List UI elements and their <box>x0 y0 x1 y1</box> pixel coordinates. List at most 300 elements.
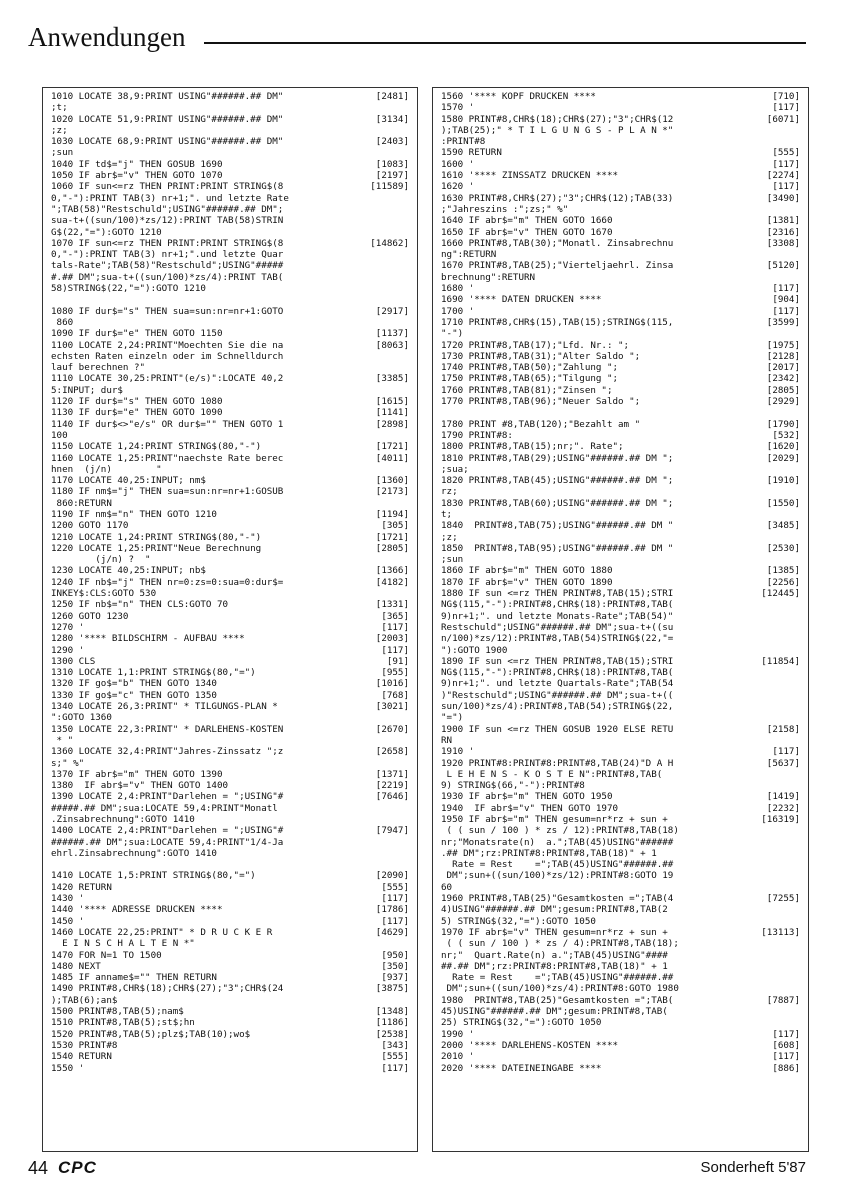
code-text: #####.## DM";sua:LOCATE 59,4:PRINT"Monatl <box>51 802 278 814</box>
listing-line <box>51 407 409 418</box>
checksum: [2219] <box>375 780 409 792</box>
listing-line <box>51 961 409 972</box>
listing-line <box>51 938 409 949</box>
listing-line <box>441 622 800 633</box>
checksum: [2197] <box>375 170 409 182</box>
code-text: 1240 IF nb$="j" THEN nr=0:zs=0:sua=0:dur$= <box>51 576 284 588</box>
listing-line <box>441 724 800 735</box>
checksum: [1790] <box>766 418 800 430</box>
code-text: 1640 IF abr$="m" THEN GOTO 1660 <box>441 215 613 227</box>
listing-line <box>51 611 409 622</box>
listing-line <box>441 170 800 181</box>
checksum: [532] <box>772 429 800 441</box>
code-text: )"Restschuld";USING"######.## DM";sua-t+(( <box>441 689 674 701</box>
checksum: [2128] <box>766 350 800 362</box>
code-text: 2000 '**** DARLEHENS-KOSTEN **** <box>441 1039 619 1051</box>
code-text: rz; <box>441 486 458 498</box>
listing-line <box>51 848 409 859</box>
checksum: [955] <box>381 667 409 679</box>
checksum: [2090] <box>375 870 409 882</box>
listing-line <box>441 204 800 215</box>
checksum: [2805] <box>766 384 800 396</box>
code-text: 1310 LOCATE 1,1:PRINT STRING$(80,"=") <box>51 667 256 679</box>
code-text: 1920 PRINT#8:PRINT#8:PRINT#8,TAB(24)"D A H <box>441 757 674 769</box>
listing-line <box>441 611 800 622</box>
listing-line <box>441 147 800 158</box>
checksum: [2929] <box>766 396 800 408</box>
checksum: [91] <box>386 655 409 667</box>
listing-line <box>441 1006 800 1017</box>
listing-line <box>441 520 800 531</box>
listing-line <box>51 1006 409 1017</box>
checksum: [2658] <box>375 746 409 758</box>
listing-line <box>441 136 800 147</box>
code-text: 1990 ' <box>441 1028 475 1040</box>
code-text: ;t; <box>51 102 68 114</box>
code-text: NG$(115,"-"):PRINT#8,CHR$(18):PRINT#8,TAB( <box>441 599 674 611</box>
code-text: 1440 '**** ADRESSE DRUCKEN **** <box>51 904 223 916</box>
listing-line <box>51 509 409 520</box>
checksum: [1721] <box>375 531 409 543</box>
code-text: 1260 GOTO 1230 <box>51 610 129 622</box>
code-text: 2020 '**** DATEINEINGABE **** <box>441 1062 602 1074</box>
checksum: [350] <box>381 960 409 972</box>
listing-line <box>441 272 800 283</box>
listing-line <box>441 407 800 418</box>
checksum: [2670] <box>375 723 409 735</box>
code-text: 860:RETURN <box>51 497 112 509</box>
code-text: 1170 LOCATE 40,25:INPUT; nm$ <box>51 475 206 487</box>
checksum: [117] <box>381 893 409 905</box>
listing-line <box>51 102 409 113</box>
listing-line <box>51 136 409 147</box>
code-text: );TAB(25);" * T I L G U N G S - P L A N *" <box>441 124 674 136</box>
checksum: [8063] <box>375 339 409 351</box>
listing-line <box>441 882 800 893</box>
listing-line <box>51 746 409 757</box>
code-text: 1420 RETURN <box>51 881 112 893</box>
listing-line <box>51 972 409 983</box>
checksum: [3134] <box>375 113 409 125</box>
listing-line <box>51 724 409 735</box>
code-text: 1900 IF sun <=rz THEN GOSUB 1920 ELSE RETU <box>441 723 674 735</box>
listing-line <box>51 927 409 938</box>
listing-line <box>441 486 800 497</box>
code-text: 1270 ' <box>51 621 85 633</box>
code-text: 1300 CLS <box>51 655 96 667</box>
listing-line <box>441 712 800 723</box>
listing-line <box>441 102 800 113</box>
checksum: [117] <box>772 1051 800 1063</box>
checksum: [1615] <box>375 396 409 408</box>
listing-line <box>51 91 409 102</box>
listing-line <box>51 904 409 915</box>
listing-line <box>51 622 409 633</box>
listing-line <box>441 114 800 125</box>
listing-line <box>441 995 800 1006</box>
code-text: 1750 PRINT#8,TAB(65);"Tilgung "; <box>441 373 619 385</box>
checksum: [2530] <box>766 542 800 554</box>
listing-column-right <box>432 87 809 1152</box>
listing-line <box>441 328 800 339</box>
code-text: ##.## DM";rz:PRINT#8:PRINT#8,TAB(18)" + 1 <box>441 960 668 972</box>
code-text: 1630 PRINT#8,CHR$(27);"3";CHR$(12);TAB(33) <box>441 192 674 204</box>
code-text: 1080 IF dur$="s" THEN sua=sun:nr=nr+1:GOTO <box>51 305 284 317</box>
checksum: [3490] <box>766 192 800 204</box>
listing-line <box>441 430 800 441</box>
listing-line <box>51 1017 409 1028</box>
checksum: [1910] <box>766 475 800 487</box>
listing-line <box>51 950 409 961</box>
checksum: [1550] <box>766 497 800 509</box>
listing-line <box>51 995 409 1006</box>
code-text: DM";sun+((sun/100)*zs/12):PRINT#8:GOTO 19 <box>441 870 674 882</box>
code-text: 2010 ' <box>441 1051 475 1063</box>
code-text: 1560 '**** KOPF DRUCKEN **** <box>441 91 596 102</box>
listing-line <box>51 385 409 396</box>
checksum: [1975] <box>766 339 800 351</box>
code-text: 860 <box>51 316 74 328</box>
checksum: [2017] <box>766 362 800 374</box>
code-text: 1040 IF td$="j" THEN GOSUB 1690 <box>51 158 223 170</box>
listing-line <box>441 125 800 136</box>
code-text: 1530 PRINT#8 <box>51 1039 118 1051</box>
code-text: 1830 PRINT#8,TAB(60);USING"######.## DM "; <box>441 497 674 509</box>
code-text: 1510 PRINT#8,TAB(5);st$;hn <box>51 1017 195 1029</box>
code-text: hnen (j/n) " <box>51 463 162 475</box>
checksum: [4629] <box>375 926 409 938</box>
code-text: 9) STRING$(66,"-"):PRINT#8 <box>441 780 585 792</box>
code-text: 1500 PRINT#8,TAB(5);nam$ <box>51 1006 184 1018</box>
code-text: 1160 LOCATE 1,25:PRINT"naechste Rate berec <box>51 452 284 464</box>
checksum: [305] <box>381 520 409 532</box>
listing-line <box>51 758 409 769</box>
code-text: 1760 PRINT#8,TAB(81);"Zinsen "; <box>441 384 613 396</box>
code-text: 1010 LOCATE 38,9:PRINT USING"######.## DM" <box>51 91 284 102</box>
listing-line <box>441 690 800 701</box>
code-text: ng":RETURN <box>441 249 497 261</box>
listing-line <box>51 803 409 814</box>
code-text: 1070 IF sun<=rz THEN PRINT:PRINT STRING$(8 <box>51 237 284 249</box>
listing-line <box>51 633 409 644</box>
code-text: 1600 ' <box>441 158 475 170</box>
listing-line <box>51 215 409 226</box>
checksum: [1348] <box>375 1006 409 1018</box>
checksum: [710] <box>772 91 800 102</box>
code-text: 1590 RETURN <box>441 147 502 159</box>
listing-line <box>51 859 409 870</box>
code-text: 1360 LOCATE 32,4:PRINT"Jahres-Zinssatz ";z <box>51 746 284 758</box>
code-text: "):GOTO 1900 <box>441 644 508 656</box>
listing-line <box>441 306 800 317</box>
code-text: 1140 IF dur$<>"e/s" OR dur$="" THEN GOTO 1 <box>51 418 284 430</box>
code-text: 5) STRING$(32,"="):GOTO 1050 <box>441 915 596 927</box>
listing-line <box>51 170 409 181</box>
listing-line <box>441 475 800 486</box>
code-text: 1410 LOCATE 1,5:PRINT STRING$(80,"=") <box>51 870 256 882</box>
code-text: 1610 '**** ZINSSATZ DRUCKEN **** <box>441 170 619 182</box>
checksum: [2403] <box>375 136 409 148</box>
code-text: tals-Rate";TAB(58)"Restschuld";USING"##### <box>51 260 284 272</box>
listing-line <box>441 351 800 362</box>
listing-line <box>441 543 800 554</box>
listing-line <box>51 791 409 802</box>
listing-line <box>51 125 409 136</box>
code-text: ;sun <box>51 147 74 159</box>
listing-line <box>51 645 409 656</box>
code-text: 1370 IF abr$="m" THEN GOTO 1390 <box>51 768 223 780</box>
listing-line <box>441 283 800 294</box>
code-text: 1490 PRINT#8,CHR$(18);CHR$(27);"3";CHR$(24 <box>51 983 284 995</box>
code-text: lauf berechnen ?" <box>51 362 146 374</box>
listing-line <box>441 396 800 407</box>
code-text: 1820 PRINT#8,TAB(45);USING"######.## DM "; <box>441 475 674 487</box>
listing-line <box>441 227 800 238</box>
checksum: [1786] <box>375 904 409 916</box>
code-text: 1470 FOR N=1 TO 1500 <box>51 949 162 961</box>
listing-line <box>51 419 409 430</box>
listing-line <box>441 870 800 881</box>
checksum: [555] <box>381 881 409 893</box>
listing-line <box>441 803 800 814</box>
listing-line <box>51 249 409 260</box>
checksum: [1083] <box>375 158 409 170</box>
listing-line <box>51 351 409 362</box>
checksum: [768] <box>381 689 409 701</box>
code-text: 5:INPUT; dur$ <box>51 384 123 396</box>
listing-line <box>441 916 800 927</box>
listing-line <box>51 464 409 475</box>
listing-line <box>441 464 800 475</box>
code-text: 1840 PRINT#8,TAB(75);USING"######.## DM " <box>441 520 674 532</box>
checksum: [1331] <box>375 599 409 611</box>
listing-line <box>441 294 800 305</box>
listing-line <box>441 588 800 599</box>
code-text: ;z; <box>441 531 458 543</box>
code-text: sua-t+((sun/100)*zs/12):PRINT TAB(58)STRIN <box>51 215 284 227</box>
code-text: DM";sun+((sun/100)*zs/4):PRINT#8:GOTO 1980 <box>441 983 679 995</box>
checksum: [3385] <box>375 373 409 385</box>
listing-line <box>441 667 800 678</box>
code-text: 1180 IF nm$="j" THEN sua=sun:nr=nr+1:GOSUB <box>51 486 284 498</box>
checksum: [2538] <box>375 1028 409 1040</box>
listing-line <box>441 746 800 757</box>
checksum: [3021] <box>375 701 409 713</box>
code-text: brechnung":RETURN <box>441 271 536 283</box>
checksum: [5637] <box>766 757 800 769</box>
code-text: 1800 PRINT#8,TAB(15);nr;". Rate"; <box>441 441 624 453</box>
listing-line <box>441 362 800 373</box>
code-text: 1060 IF sun<=rz THEN PRINT:PRINT STRING$(8 <box>51 181 284 193</box>
page-section-title: Anwendungen <box>28 22 186 52</box>
listing-line <box>51 283 409 294</box>
code-text: 1650 IF abr$="v" THEN GOTO 1670 <box>441 226 613 238</box>
code-text: 1700 ' <box>441 305 475 317</box>
code-text: NG$(115,"-"):PRINT#8,CHR$(18):PRINT#8,TAB( <box>441 667 674 679</box>
listing-line <box>51 870 409 881</box>
listing-line <box>441 1029 800 1040</box>
checksum: [117] <box>381 621 409 633</box>
listing-line <box>51 667 409 678</box>
code-text: 1220 LOCATE 1,25:PRINT"Neue Berechnung <box>51 542 262 554</box>
listing-line <box>51 983 409 994</box>
code-text: 1460 LOCATE 22,25:PRINT" * D R U C K E R <box>51 926 273 938</box>
code-text: 1580 PRINT#8,CHR$(18);CHR$(27);"3";CHR$(12 <box>441 113 674 125</box>
code-text: 1130 IF dur$="e" THEN GOTO 1090 <box>51 407 223 419</box>
listing-line <box>51 328 409 339</box>
listing-line <box>51 373 409 384</box>
checksum: [608] <box>772 1039 800 1051</box>
listing-line <box>51 475 409 486</box>
listing-line <box>441 215 800 226</box>
listing-line <box>441 972 800 983</box>
code-text: 1480 NEXT <box>51 960 101 972</box>
listing-line <box>51 690 409 701</box>
checksum: [5120] <box>766 260 800 272</box>
listing-line <box>441 1063 800 1074</box>
checksum: [1381] <box>766 215 800 227</box>
listing-line <box>51 893 409 904</box>
code-text: 1120 IF dur$="s" THEN GOTO 1080 <box>51 396 223 408</box>
code-text: 1910 ' <box>441 746 475 758</box>
listing-line <box>441 938 800 949</box>
code-text: 1730 PRINT#8,TAB(31);"Alter Saldo "; <box>441 350 641 362</box>
code-text: ( ( sun / 100 ) * zs / 4):PRINT#8,TAB(18); <box>441 938 679 950</box>
checksum: [1137] <box>375 328 409 340</box>
code-text: Restschuld";USING"######.## DM";sua-t+((su <box>441 621 674 633</box>
code-text: 1100 LOCATE 2,24:PRINT"Moechten Sie die na <box>51 339 284 351</box>
code-text: nr;" Quart.Rate(n) a.";TAB(45)USING"#### <box>441 949 668 961</box>
checksum: [117] <box>772 181 800 193</box>
listing-line <box>51 238 409 249</box>
checksum: [1620] <box>766 441 800 453</box>
listing-line <box>441 1017 800 1028</box>
code-text: 25) STRING$(32,"="):GOTO 1050 <box>441 1017 602 1029</box>
listing-line <box>51 1063 409 1074</box>
code-text: 1720 PRINT#8,TAB(17);"Lfd. Nr.: "; <box>441 339 630 351</box>
code-text: ";TAB(58)"Restschuld";USING"######.## DM"; <box>51 203 284 215</box>
listing-line <box>441 735 800 746</box>
checksum: [11589] <box>370 181 409 193</box>
listing-line <box>441 1051 800 1062</box>
listing-line <box>51 181 409 192</box>
page-number: 44 <box>28 1158 49 1178</box>
code-text: sun/100)*zs/4):PRINT#8,TAB(54);STRING$(22, <box>441 701 674 713</box>
checksum: [1366] <box>375 565 409 577</box>
checksum: [2173] <box>375 486 409 498</box>
listing-line <box>441 633 800 644</box>
listing-line <box>51 193 409 204</box>
checksum: [117] <box>772 746 800 758</box>
code-text: 1390 LOCATE 2,4:PRINT"Darlehen = ";USING"# <box>51 791 284 803</box>
listing-line <box>441 645 800 656</box>
code-text: 1540 RETURN <box>51 1051 112 1063</box>
code-text: 1870 IF abr$="v" THEN GOTO 1890 <box>441 576 613 588</box>
code-text: 9)nr+1;". und letzte Quartals-Rate";TAB(54 <box>441 678 674 690</box>
listing-line <box>441 837 800 848</box>
checksum: [16319] <box>761 814 800 825</box>
listing-line <box>51 396 409 407</box>
listing-line <box>441 260 800 271</box>
listing-line <box>441 848 800 859</box>
checksum: [7646] <box>375 791 409 803</box>
code-text: nr;"Monatsrate(n) a.";TAB(45)USING"###### <box>441 836 674 848</box>
listing-line <box>441 859 800 870</box>
code-text: 1150 LOCATE 1,24:PRINT STRING$(80,"-") <box>51 441 262 453</box>
listing-line <box>441 791 800 802</box>
code-text: 1290 ' <box>51 644 85 656</box>
checksum: [117] <box>772 283 800 295</box>
code-text: RN <box>441 734 453 746</box>
code-text: 1970 IF abr$="v" THEN gesum=nr*rz + sun + <box>441 926 668 938</box>
code-text: Rate = Rest =";TAB(45)USING"######.## <box>441 859 674 871</box>
listing-line <box>441 385 800 396</box>
code-text: L E H E N S - K O S T E N":PRINT#8,TAB( <box>441 768 663 780</box>
checksum: [3875] <box>375 983 409 995</box>
listing-line <box>51 272 409 283</box>
code-text: * " <box>51 734 74 746</box>
code-text: 1190 IF nm$="n" THEN GOTO 1210 <box>51 508 217 520</box>
listing-line <box>51 1051 409 1062</box>
checksum: [7255] <box>766 893 800 905</box>
listing-line <box>441 769 800 780</box>
code-text: 1740 PRINT#8,TAB(50);"Zahlung "; <box>441 362 619 374</box>
checksum: [2898] <box>375 418 409 430</box>
checksum: [2003] <box>375 633 409 645</box>
listing-line <box>441 419 800 430</box>
listing-line <box>51 498 409 509</box>
checksum: [3599] <box>766 316 800 328</box>
listing-line <box>51 735 409 746</box>
listing-column-left <box>42 87 418 1152</box>
listing-line <box>441 950 800 961</box>
checksum: [555] <box>381 1051 409 1063</box>
code-text: ":GOTO 1360 <box>51 712 112 724</box>
checksum: [2917] <box>375 305 409 317</box>
code-text: t; <box>441 508 453 520</box>
listing-line <box>51 260 409 271</box>
listing-line <box>441 453 800 464</box>
checksum: [117] <box>772 305 800 317</box>
code-text: 0,"-"):PRINT TAB(3) nr+1;".und letzte Quar <box>51 249 284 261</box>
code-text: 1620 ' <box>441 181 475 193</box>
code-text: 1810 PRINT#8,TAB(29);USING"######.## DM "; <box>441 452 674 464</box>
code-text: 1710 PRINT#8,CHR$(15),TAB(15);STRING$(115, <box>441 316 674 328</box>
checksum: [1419] <box>766 791 800 803</box>
listing-line <box>441 249 800 260</box>
checksum: [950] <box>381 949 409 961</box>
checksum: [117] <box>772 1028 800 1040</box>
code-text: ( ( sun / 100 ) * zs / 12):PRINT#8,TAB(18) <box>441 825 679 837</box>
checksum: [4011] <box>375 452 409 464</box>
code-text: ;"Jahreszins :";zs;" %" <box>441 203 569 215</box>
code-text: 1090 IF dur$="e" THEN GOTO 1150 <box>51 328 223 340</box>
listing-line <box>441 961 800 972</box>
listing-line <box>441 554 800 565</box>
magazine-logo: CPC <box>58 1158 97 1177</box>
listing-line <box>441 814 800 825</box>
listing-line <box>441 509 800 520</box>
code-text: 1330 IF go$="c" THEN GOTO 1350 <box>51 689 217 701</box>
checksum: [117] <box>381 644 409 656</box>
code-text: 45)USING"######.## DM";gesum:PRINT#8,TAB( <box>441 1006 668 1018</box>
listing-line <box>51 159 409 170</box>
code-text: n/100)*zs/12):PRINT#8,TAB(54)STRING$(22,"= <box>441 633 674 645</box>
listing-line <box>441 193 800 204</box>
checksum: [117] <box>381 915 409 927</box>
checksum: [1141] <box>375 407 409 419</box>
listing-line <box>51 1040 409 1051</box>
